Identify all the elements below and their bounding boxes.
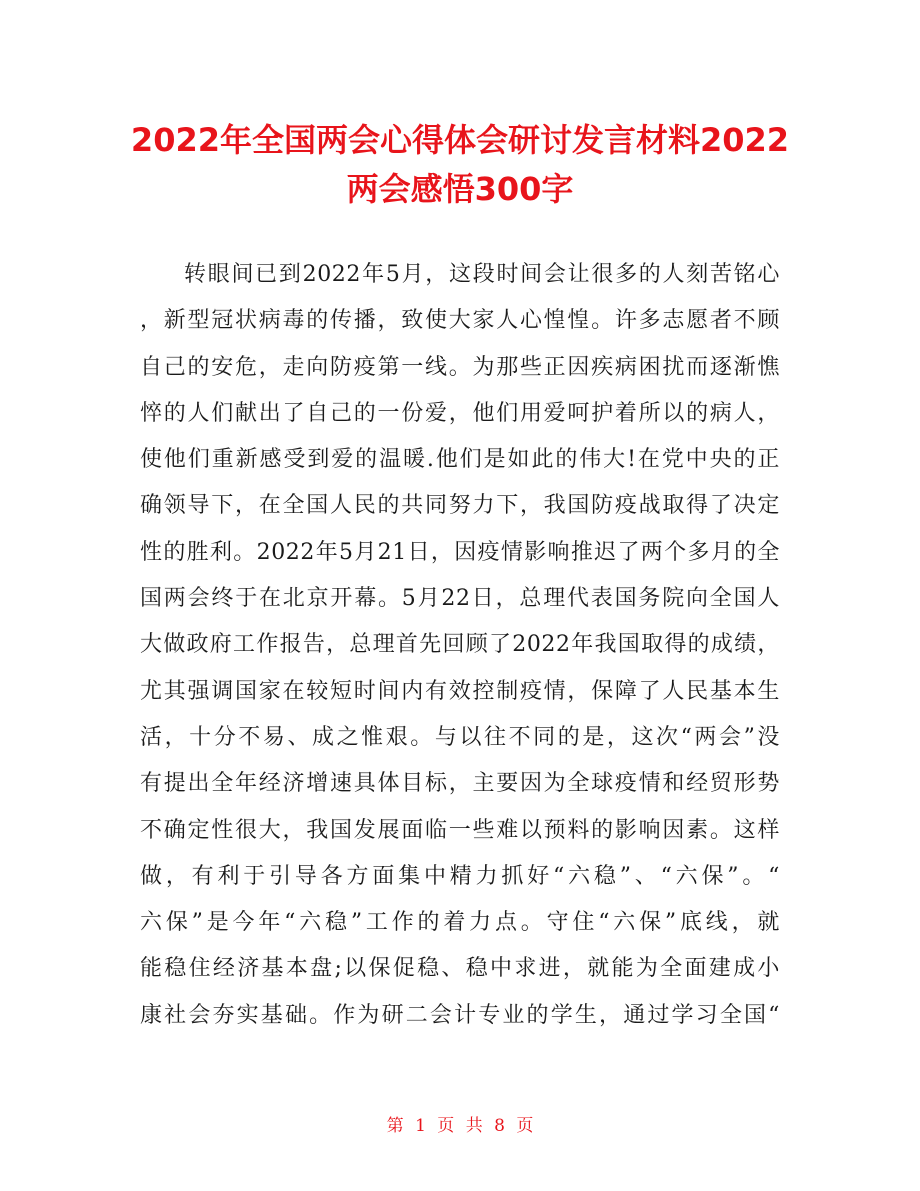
body-line: 康社会夯实基础。作为研二会计专业的学生，通过学习全国“ [140,1002,780,1028]
body-line: 悴的人们献出了自己的一份爱，他们用爱呵护着所以的病人， [140,400,780,426]
body-line: 国两会终于在北京开幕。5月22日，总理代表国务院向全国人 [140,586,780,612]
body-line: 六保”是今年“六稳”工作的着力点。守住“六保”底线，就 [140,910,780,936]
body-line: 能稳住经济基本盘;以保促稳、稳中求进，就能为全面建成小 [140,956,780,982]
document-title-line-2: 两会感悟300字 [346,170,574,208]
body-line: 大做政府工作报告，总理首先回顾了2022年我国取得的成绩， [140,632,780,658]
document-body [140,252,780,1039]
body-line: 尤其强调国家在较短时间内有效控制疫情，保障了人民基本生 [140,678,780,704]
document-title-line-1: 2022年全国两会心得体会研讨发言材料2022 [130,121,790,159]
body-line: 使他们重新感受到爱的温暖.他们是如此的伟大!在党中央的正 [140,447,780,473]
body-line: ，新型冠状病毒的传播，致使大家人心惶惶。许多志愿者不顾 [140,308,780,334]
body-line: 活，十分不易、成之惟艰。与以往不同的是，这次“两会”没 [140,724,780,750]
body-line: 不确定性很大，我国发展面临一些难以预料的影响因素。这样 [140,817,780,843]
body-line: 确领导下，在全国人民的共同努力下，我国防疫战取得了决定 [140,493,780,519]
body-line: 性的胜利。2022年5月21日，因疫情影响推迟了两个多月的全 [140,539,780,565]
body-line: 自己的安危，走向防疫第一线。为那些正因疾病困扰而逐渐憔 [140,354,780,380]
page-number-footer: 第 1 页 共 8 页 [386,1116,534,1136]
body-line: 转眼间已到2022年5月，这段时间会让很多的人刻苦铭心 [184,262,780,287]
body-line: 有提出全年经济增速具体目标，主要因为全球疫情和经贸形势 [140,771,780,797]
body-line: 做，有利于引导各方面集中精力抓好“六稳”、“六保”。“ [140,863,780,889]
